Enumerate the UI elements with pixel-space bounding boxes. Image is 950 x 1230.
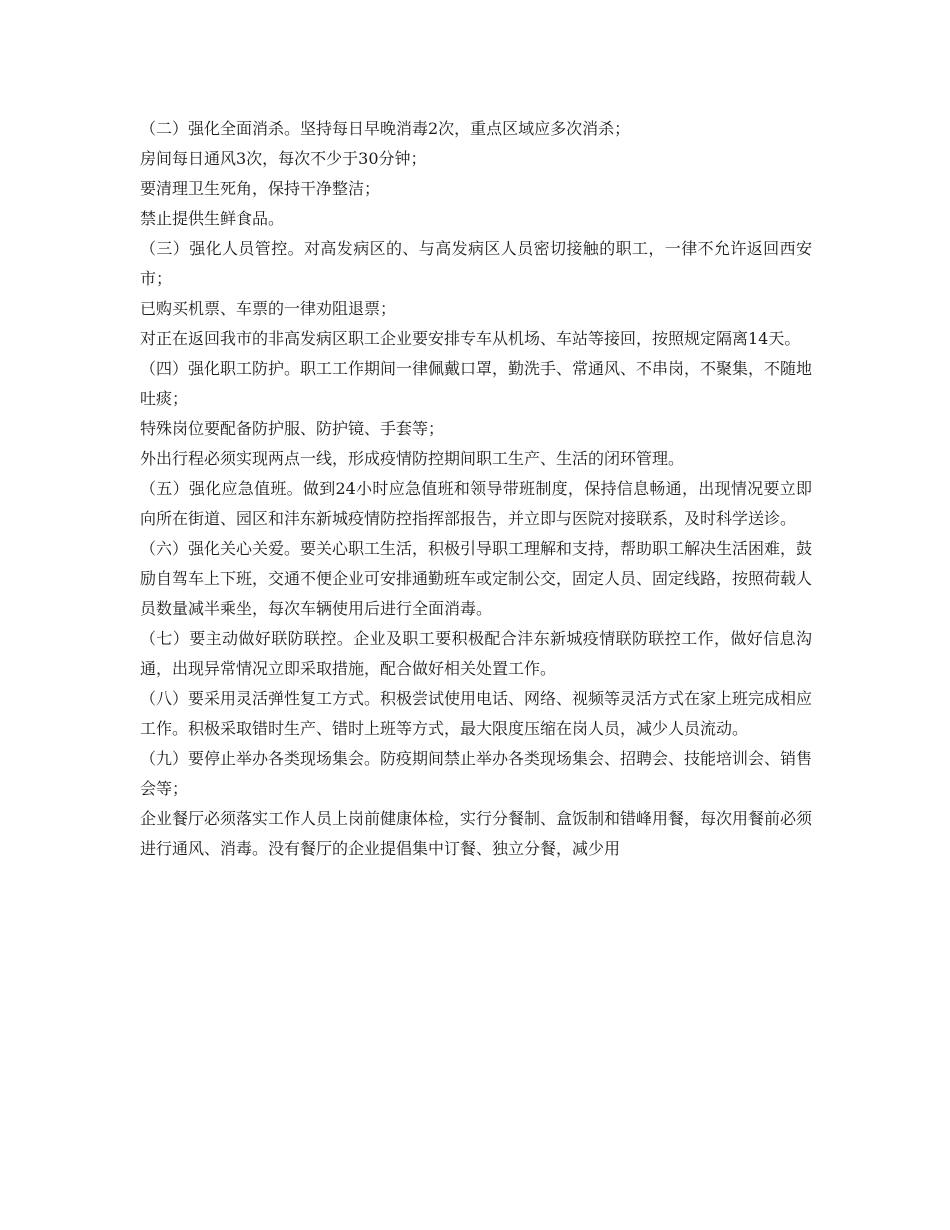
paragraph-fresh-food: 禁止提供生鲜食品。 <box>140 209 285 228</box>
paragraph-personnel-control: （三）强化人员管控。对高发病区的、与高发病区人员密切接触的职工，一律不允许返回西安市； <box>140 239 812 288</box>
paragraph-care: （六）强化关心关爱。要关心职工生活，积极引导职工理解和支持，帮助职工解决生活困难，鼓励自驾车上下班，交通不便企业可安排通勤班车或定制公交，固定人员、固定线路，按照荷载人员数量减半乘坐，每次车辆使用后进行全面消毒。 <box>140 539 813 618</box>
paragraph-joint-control: （七）要主动做好联防联控。企业及职工要积极配合沣东新城疫情联防联控工作，做好信息沟通，出现异常情况立即采取措施，配合做好相关处置工作。 <box>140 629 812 678</box>
paragraph-special-posts: 特殊岗位要配备防护服、防护镜、手套等； <box>140 419 445 438</box>
paragraph-flexible-work: （八）要采用灵活弹性复工方式。积极尝试使用电话、网络、视频等灵活方式在家上班完成相应工作。积极采取错时生产、错时上班等方式，最大限度压缩在岗人员，减少人员流动。 <box>140 689 813 738</box>
paragraph-staff-protection: （四）强化职工防护。职工工作期间一律佩戴口罩，勤洗手、常通风、不串岗，不聚集，不随地吐痰； <box>140 359 813 408</box>
paragraph-ticket-refund: 已购买机票、车票的一律劝阻退票； <box>140 299 397 318</box>
paragraph-cleaning: 要清理卫生死角，保持干净整洁； <box>140 179 381 198</box>
paragraph-no-gatherings: （九）要停止举办各类现场集会。防疫期间禁止举办各类现场集会、招聘会、技能培训会、销售会等； <box>140 749 813 798</box>
paragraph-disinfection: （二）强化全面消杀。坚持每日早晚消毒2次，重点区域应多次消杀； <box>140 119 631 138</box>
paragraph-returning-staff: 对正在返回我市的非高发病区职工企业要安排专车从机场、车站等接回，按照规定隔离14天。 <box>140 329 801 348</box>
paragraph-closed-loop: 外出行程必须实现两点一线，形成疫情防控期间职工生产、生活的闭环管理。 <box>140 449 685 468</box>
paragraph-canteen: 企业餐厅必须落实工作人员上岗前健康体检，实行分餐制、盒饭制和错峰用餐，每次用餐前必须进行通风、消毒。没有餐厅的企业提倡集中订餐、独立分餐，减少用 <box>140 809 813 858</box>
paragraph-emergency-duty: （五）强化应急值班。做到24小时应急值班和领导带班制度，保持信息畅通，出现情况要立即向所在街道、园区和沣东新城疫情防控指挥部报告，并立即与医院对接联系，及时科学送诊。 <box>140 479 812 528</box>
document-body <box>140 114 812 864</box>
paragraph-ventilation: 房间每日通风3次，每次不少于30分钟； <box>140 149 427 168</box>
